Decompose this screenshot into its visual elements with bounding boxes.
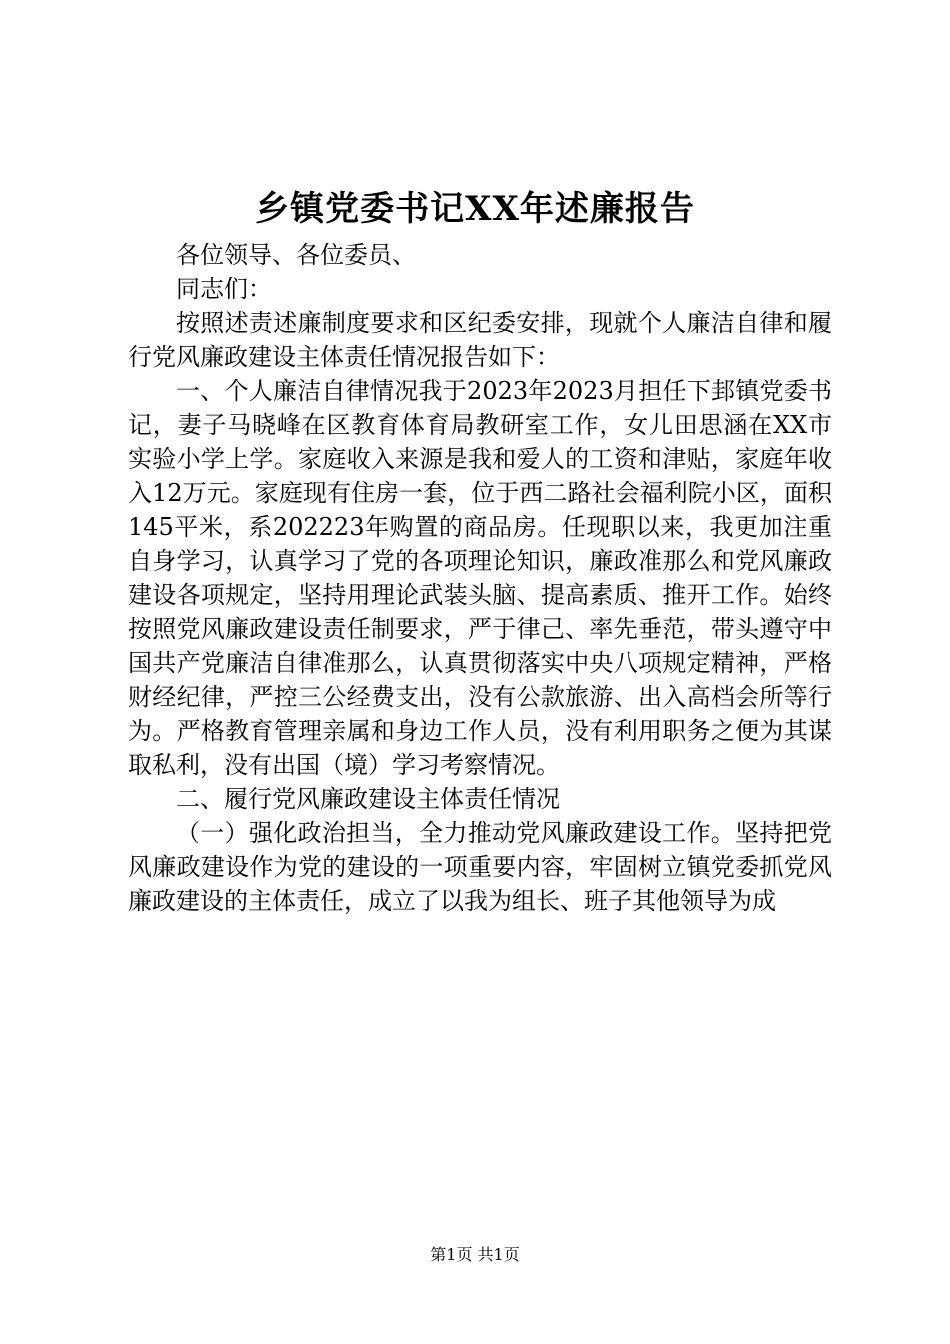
subsection-one-paragraph: （一）强化政治担当，全力推动党风廉政建设工作。坚持把党风廉政建设作为党的建设的一项重要内容，牢固树立镇党委抓党风廉政建设的主体责任，成立了以我为组长、班子其他领导为成 [128,819,832,915]
document-title: 乡镇党委书记XX年述廉报告 [255,189,695,229]
section-two-heading: 二、履行党风廉政建设主体责任情况 [176,785,560,813]
salutation-line-2: 同志们： [176,275,272,303]
page-footer: 第1页 共1页 [430,1245,520,1264]
intro-paragraph: 按照述责述廉制度要求和区纪委安排，现就个人廉洁自律和履行党风廉政建设主体责任情况报告如下： [128,309,832,371]
section-one-paragraph: 一、个人廉洁自律情况我于2023年2023月担任下邽镇党委书记，妻子马晓峰在区教育体育局教研室工作，女儿田思涵在XX市实验小学上学。家庭收入来源是我和爱人的工资和津贴，家庭年收入12万元。家庭现有住房一套，位于西二路社会福利院小区，面积145平米，系202223年购置的商品房。任现职以来，我更加注重自身学习，认真学习了党的各项理论知识，廉政准那么和党风廉政建设各项规定，坚持用理论武装头脑、提高素质、推开工作。始终按照党风廉政建设责任制要求，严于律己、率先垂范，带头遵守中国共产党廉洁自律准那么，认真贯彻落实中央八项规定精神，严格财经纪律，严控三公经费支出，没有公款旅游、出入高档会所等行为。严格教育管理亲属和身边工作人员，没有利用职务之便为其谋取私利，没有出国（境）学习考察情况。 [128,377,832,779]
document-body [128,238,832,918]
salutation-line-1: 各位领导、各位委员、 [176,241,416,269]
